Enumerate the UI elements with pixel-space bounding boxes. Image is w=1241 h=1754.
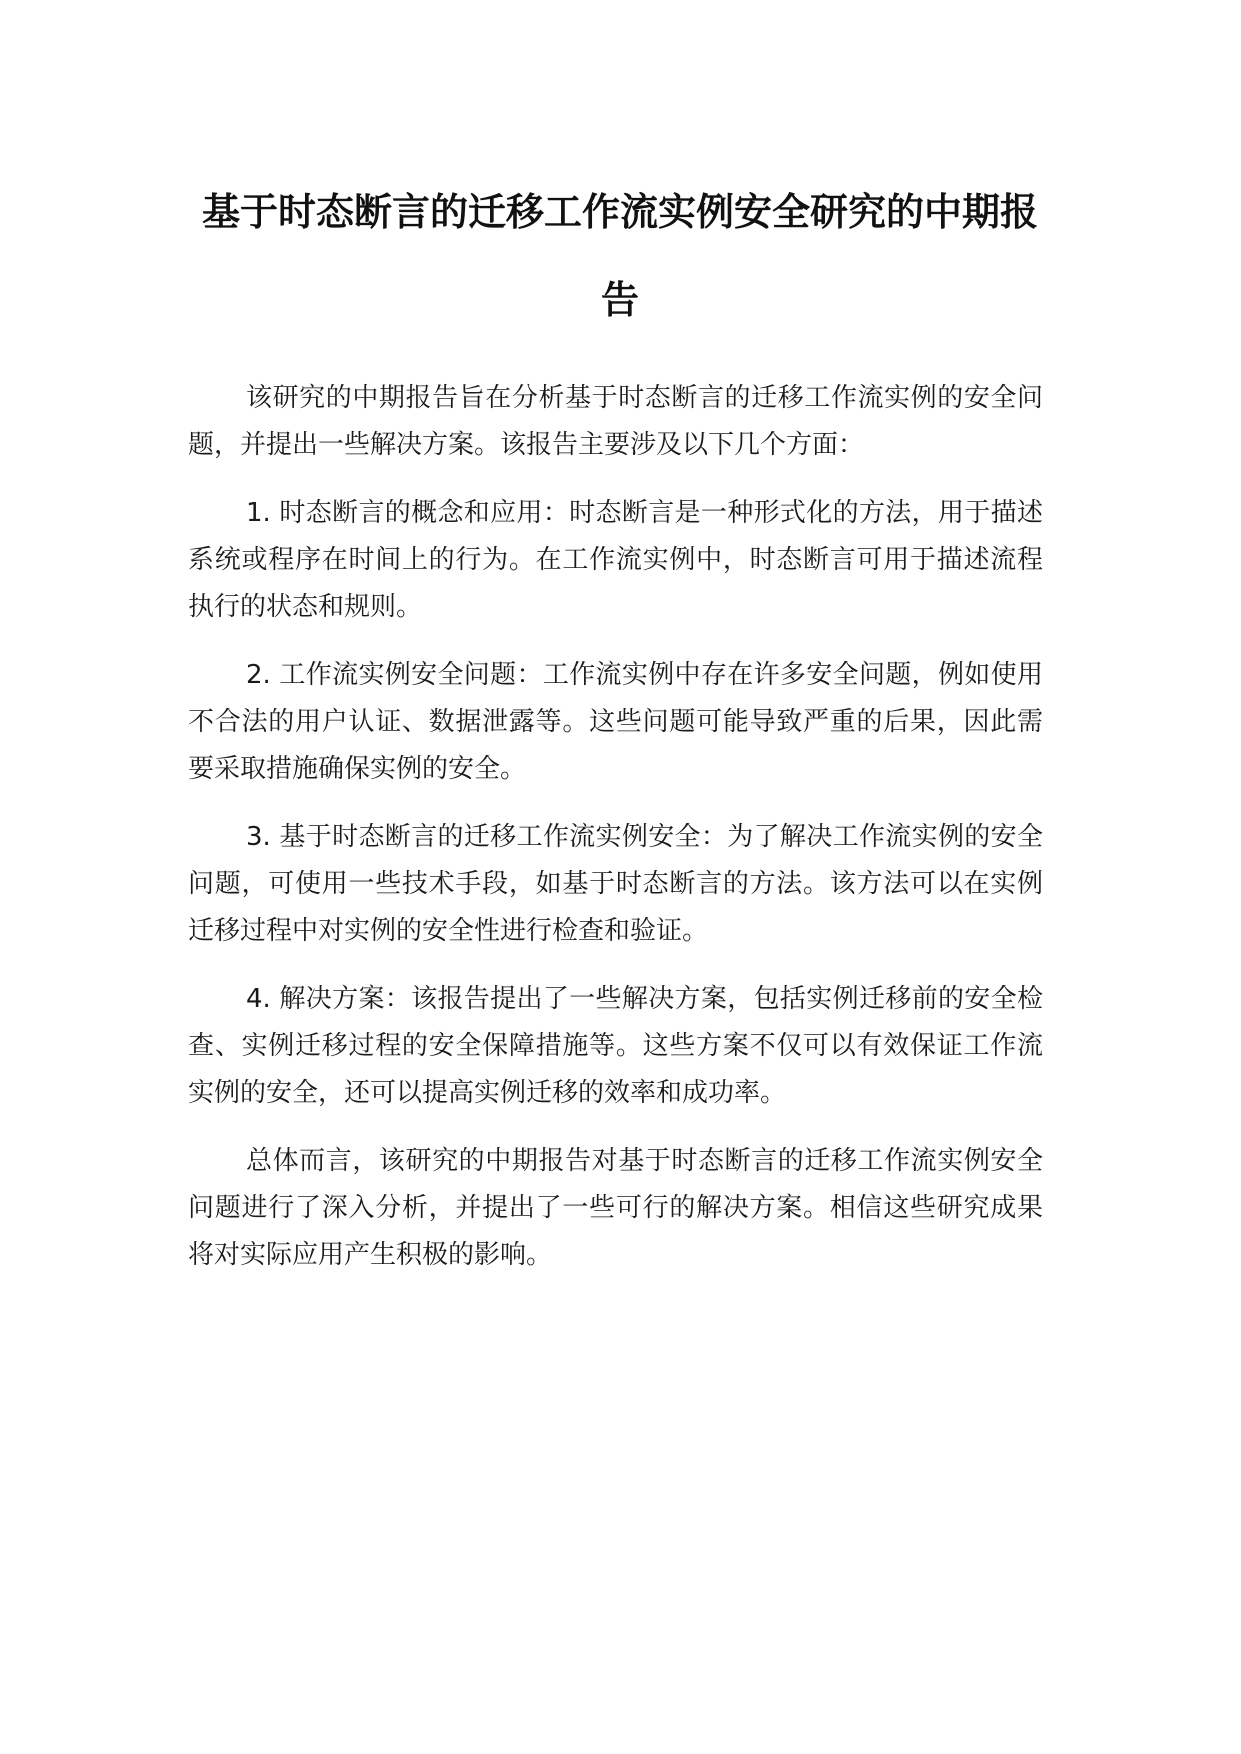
paragraph-item-3: 3. 基于时态断言的迁移工作流实例安全：为了解决工作流实例的安全问题，可使用一些技术手段，如基于时态断言的方法。该方法可以在实例迁移过程中对实例的安全性进行检查和验证。 — [188, 822, 1043, 946]
paragraph-intro: 该研究的中期报告旨在分析基于时态断言的迁移工作流实例的安全问题，并提出一些解决方案。该报告主要涉及以下几个方面： — [188, 383, 1043, 460]
paragraph-item-1: 1. 时态断言的概念和应用：时态断言是一种形式化的方法，用于描述系统或程序在时间上的行为。在工作流实例中，时态断言可用于描述流程执行的状态和规则。 — [188, 498, 1043, 622]
paragraph-item-2: 2. 工作流实例安全问题：工作流实例中存在许多安全问题，例如使用不合法的用户认证、数据泄露等。这些问题可能导致严重的后果，因此需要采取措施确保实例的安全。 — [188, 660, 1043, 784]
document-body — [188, 375, 1043, 1300]
paragraph-item-4: 4. 解决方案：该报告提出了一些解决方案，包括实例迁移前的安全检查、实例迁移过程的安全保障措施等。这些方案不仅可以有效保证工作流实例的安全，还可以提高实例迁移的效率和成功率。 — [188, 984, 1043, 1108]
paragraph-conclusion: 总体而言，该研究的中期报告对基于时态断言的迁移工作流实例安全问题进行了深入分析，并提出了一些可行的解决方案。相信这些研究成果将对实际应用产生积极的影响。 — [188, 1146, 1043, 1270]
document-title: 基于时态断言的迁移工作流实例安全研究的中期报告 — [201, 190, 1038, 322]
